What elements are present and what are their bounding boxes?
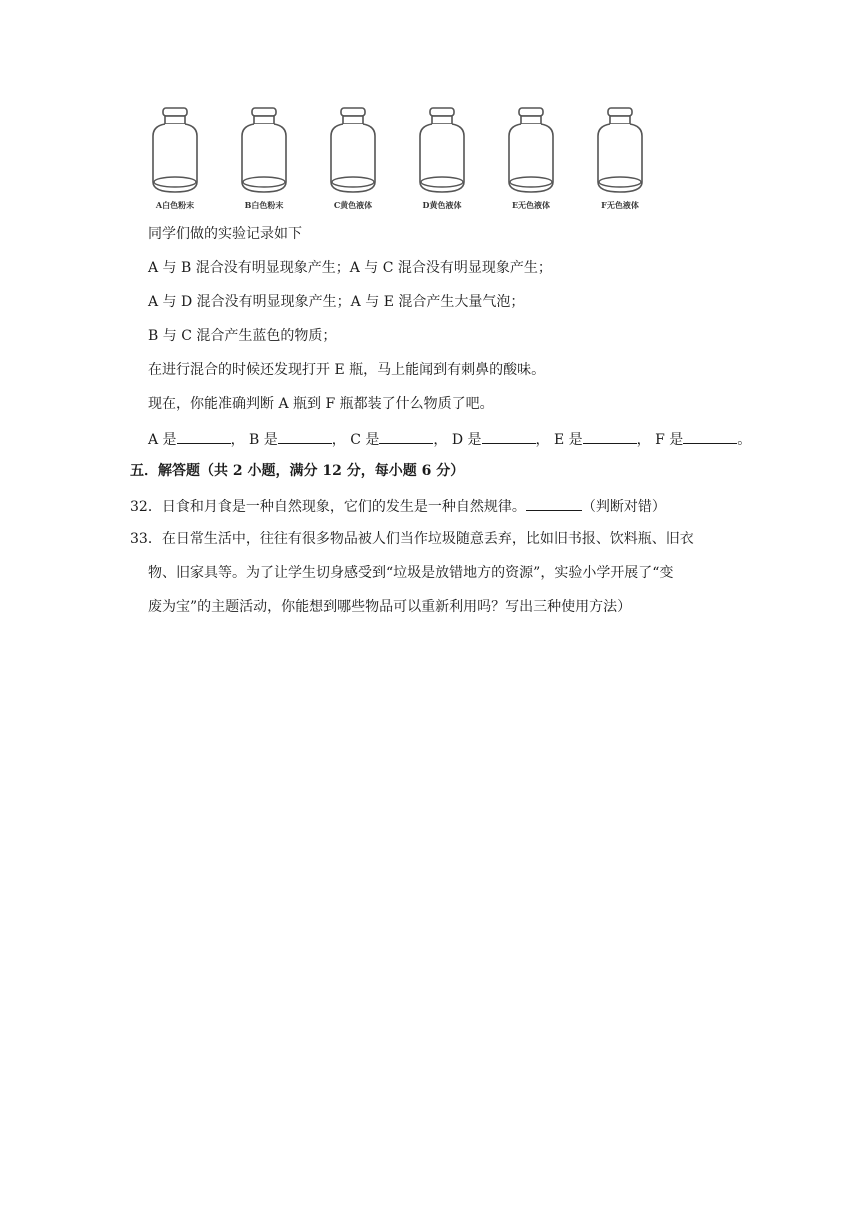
answer-prefix-f: F 是 (655, 432, 684, 448)
answer-prefix-b: B 是 (249, 432, 278, 448)
answer-prefix-a: A 是 (148, 432, 177, 448)
bottle-label: C黄色液体 (333, 200, 373, 210)
question-32-blank[interactable] (526, 495, 582, 511)
answer-line (148, 428, 751, 450)
record-line: A 与 B 混合没有明显现象产生；A 与 C 混合没有明显现象产生； (148, 260, 552, 276)
section-heading: 五．解答题（共 2 小题，满分 12 分，每小题 6 分） (130, 463, 465, 479)
bottle-e (501, 100, 561, 216)
answer-blank-c[interactable] (379, 428, 433, 444)
question-32-text: 32．日食和月食是一种自然现象，它们的发生是一种自然规律。 (130, 499, 526, 515)
record-intro: 同学们做的实验记录如下 (148, 226, 302, 242)
question-32 (130, 495, 666, 517)
bottle-icon (596, 106, 644, 198)
answer-blank-f[interactable] (683, 428, 737, 444)
answer-sep: ， (331, 432, 346, 448)
answer-sep: 。 (737, 432, 752, 448)
bottle-c (323, 100, 383, 216)
bottle-label: E无色液体 (511, 200, 551, 210)
bottle-a (145, 100, 205, 216)
bottle-icon (240, 106, 288, 198)
answer-sep: ， (636, 432, 651, 448)
question-33-line-2: 物、旧家具等。为了让学生切身感受到“垃圾是放错地方的资源”，实验小学开展了“变 (148, 565, 674, 581)
question-33-line-3: 废为宝”的主题活动，你能想到哪些物品可以重新利用吗？写出三种使用方法） (148, 599, 632, 615)
record-line: A 与 D 混合没有明显现象产生；A 与 E 混合产生大量气泡； (148, 294, 525, 310)
answer-blank-e[interactable] (583, 428, 637, 444)
bottle-label: B白色粉末 (244, 200, 284, 210)
bottle-icon (151, 106, 199, 198)
bottle-label: A白色粉末 (155, 200, 195, 210)
bottle-b (234, 100, 294, 216)
bottle-label: D黄色液体 (422, 200, 462, 210)
answer-prefix-c: C 是 (350, 432, 380, 448)
answer-blank-a[interactable] (177, 428, 231, 444)
bottle-icon (329, 106, 377, 198)
question-32-suffix: （判断对错） (581, 499, 666, 515)
answer-blank-b[interactable] (278, 428, 332, 444)
answer-sep: ， (433, 432, 448, 448)
answer-sep: ， (230, 432, 245, 448)
record-line: 现在，你能准确判断 A 瓶到 F 瓶都装了什么物质了吧。 (148, 396, 494, 412)
answer-blank-d[interactable] (482, 428, 536, 444)
bottles-figure (145, 100, 655, 216)
question-33-line-1: 33．在日常生活中，往往有很多物品被人们当作垃圾随意丢弃，比如旧书报、饮料瓶、旧衣 (130, 531, 694, 547)
answer-sep: ， (535, 432, 550, 448)
bottle-label: F无色液体 (601, 200, 639, 210)
record-line: 在进行混合的时候还发现打开 E 瓶，马上能闻到有刺鼻的酸味。 (148, 362, 546, 378)
bottle-d (412, 100, 472, 216)
bottle-icon (507, 106, 555, 198)
answer-prefix-d: D 是 (451, 432, 482, 448)
answer-prefix-e: E 是 (553, 432, 583, 448)
bottle-icon (418, 106, 466, 198)
bottle-f (590, 100, 650, 216)
record-line: B 与 C 混合产生蓝色的物质； (148, 328, 337, 344)
